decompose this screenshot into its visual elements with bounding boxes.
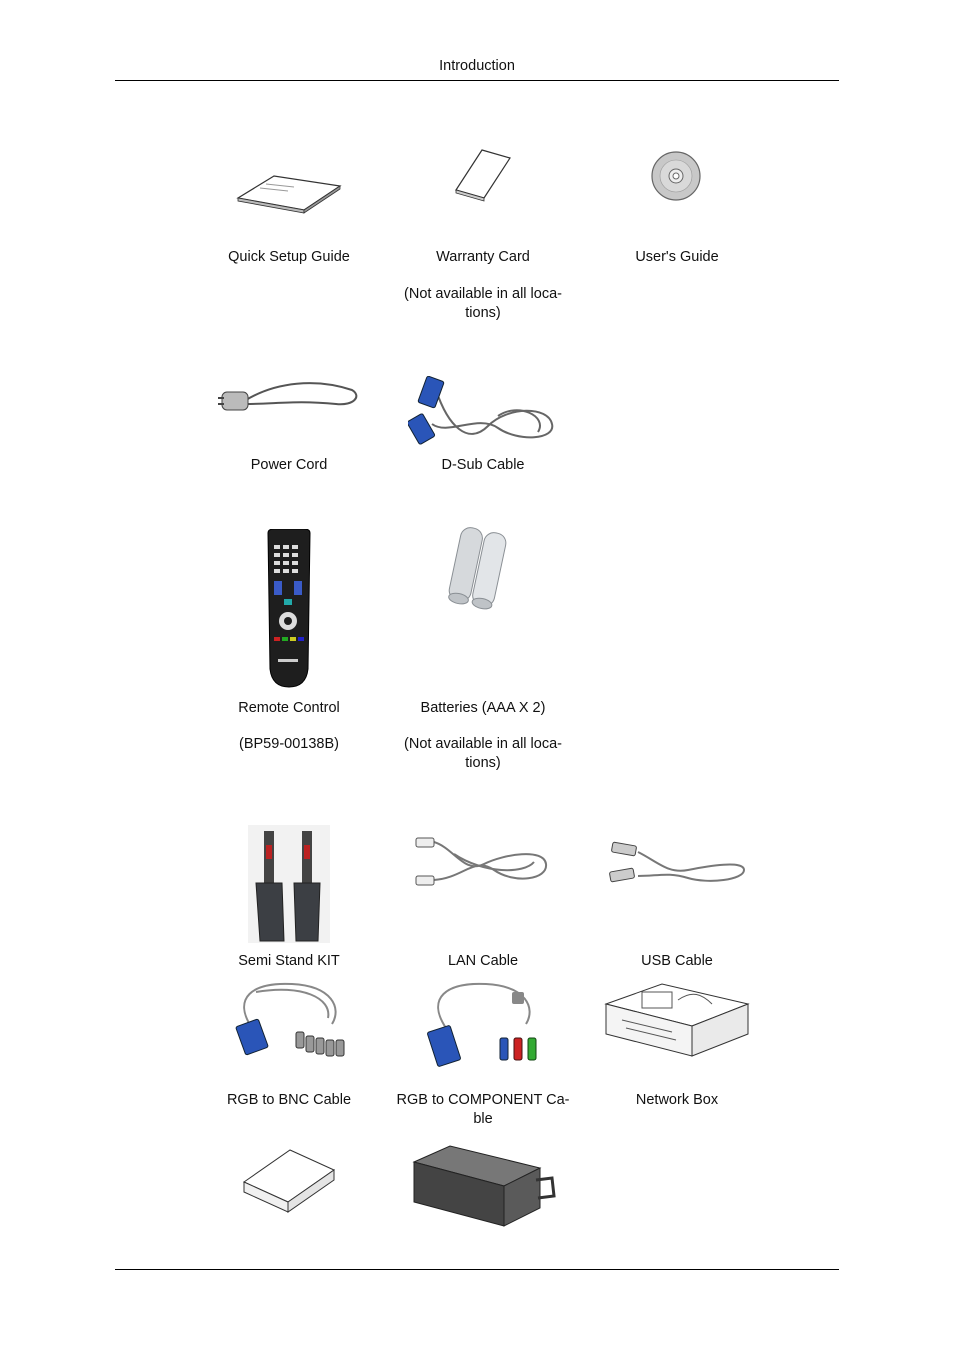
item-label: RGB to COMPONENT Ca- ble — [396, 1092, 570, 1127]
item-note: (Not available in all loca- tions) — [404, 286, 562, 321]
item-label: USB Cable — [641, 953, 713, 969]
network-box-icon — [602, 980, 752, 1064]
item-label: Batteries (AAA X 2) — [420, 700, 546, 716]
usb-cable-icon — [608, 840, 748, 886]
item-label: Power Cord — [250, 457, 328, 473]
power-cord-icon — [216, 378, 360, 422]
item-label: LAN Cable — [447, 953, 519, 969]
manual-icon — [236, 172, 342, 214]
warranty-card-icon — [452, 148, 514, 202]
item-note: (BP59-00138B) — [239, 736, 339, 752]
item-label: Network Box — [635, 1092, 719, 1108]
cd-icon — [650, 150, 702, 202]
dsub-cable-icon — [408, 376, 558, 448]
item-label: D-Sub Cable — [441, 457, 525, 473]
lan-cable-icon — [414, 834, 550, 888]
item-label: Quick Setup Guide — [228, 249, 350, 265]
remote-control-icon — [266, 529, 312, 689]
item-label: Remote Control — [238, 700, 340, 716]
metal-case-icon — [410, 1142, 556, 1230]
item-label: Warranty Card — [436, 249, 530, 265]
stand-kit-icon — [248, 825, 330, 943]
header-rule — [115, 80, 839, 81]
rgb-component-cable-icon — [426, 978, 540, 1072]
item-note: (Not available in all loca- tions) — [404, 736, 562, 771]
item-label: Semi Stand KIT — [238, 953, 340, 969]
page-header-title: Introduction — [439, 58, 515, 74]
small-box-icon — [242, 1148, 336, 1214]
footer-rule — [115, 1269, 839, 1270]
item-label: RGB to BNC Cable — [226, 1092, 352, 1108]
rgb-bnc-cable-icon — [232, 978, 346, 1062]
batteries-icon — [444, 527, 522, 613]
item-label: User's Guide — [635, 249, 719, 265]
